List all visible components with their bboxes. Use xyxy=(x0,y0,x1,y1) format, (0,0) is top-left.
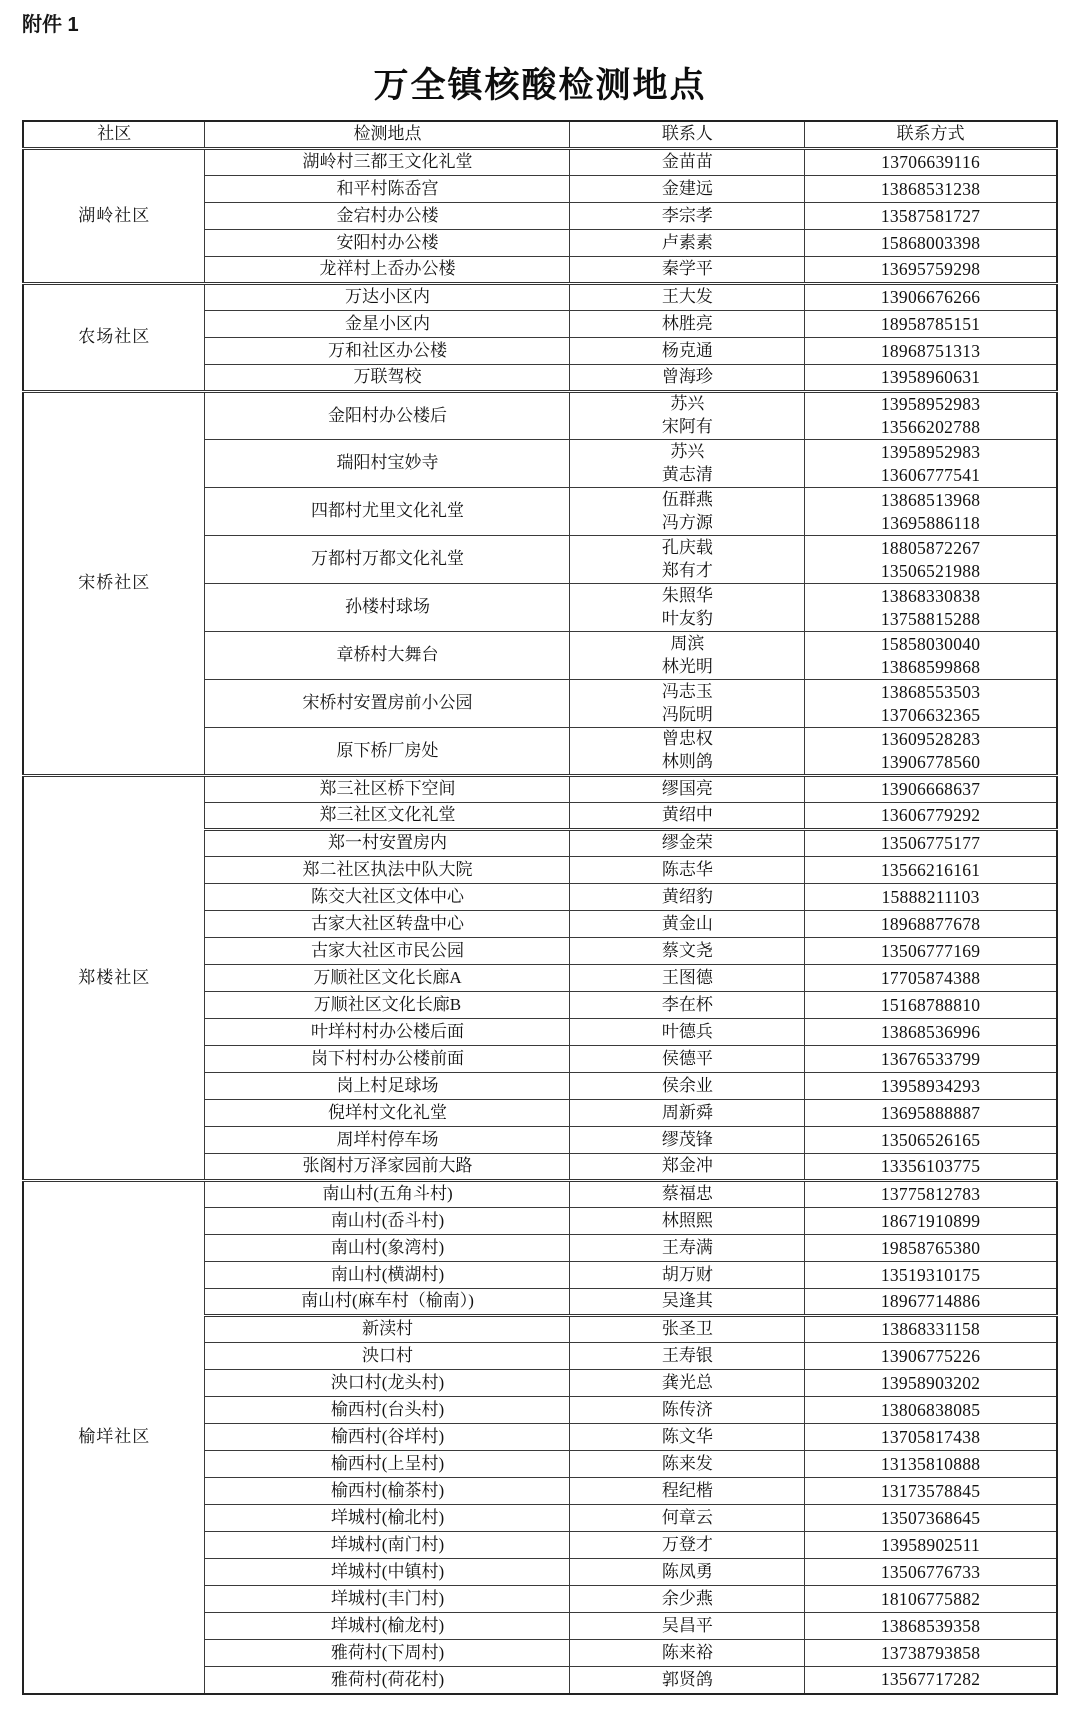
contact-cell: 吴昌平 xyxy=(570,1613,805,1640)
contact-cell: 周新舜 xyxy=(570,1100,805,1127)
contact-cell: 郭贤鸽 xyxy=(570,1667,805,1694)
phone-cell: 13506777169 xyxy=(805,938,1057,965)
phone-cell: 18968751313 xyxy=(805,338,1057,365)
phone-number: 13706632365 xyxy=(880,704,981,725)
contact-cell: 蔡文尧 xyxy=(570,938,805,965)
location-cell: 榆西村(谷垟村) xyxy=(205,1424,570,1451)
table-header xyxy=(23,121,1057,149)
phone-cell: 13958903202 xyxy=(805,1370,1057,1397)
contact-cell: 侯德平 xyxy=(570,1046,805,1073)
contact-cell: 叶德兵 xyxy=(570,1019,805,1046)
phone-cell: 18967714886 xyxy=(805,1289,1057,1316)
contact-cell: 陈凤勇 xyxy=(570,1559,805,1586)
community-cell: 郑楼社区 xyxy=(23,776,205,1181)
phone-cell: 13868539358 xyxy=(805,1613,1057,1640)
contact-cell: 李宗孝 xyxy=(570,203,805,230)
phone-cell: 18968877678 xyxy=(805,911,1057,938)
phone-cell: 13868531238 xyxy=(805,176,1057,203)
contact-cell: 吴逢其 xyxy=(570,1289,805,1316)
contact-name: 冯方源 xyxy=(661,512,713,532)
contact-cell: 余少燕 xyxy=(570,1586,805,1613)
header-row xyxy=(23,121,1057,149)
contact-cell: 林胜亮 xyxy=(570,311,805,338)
contact-name: 周滨 xyxy=(670,633,705,653)
phone-cell: 13173578845 xyxy=(805,1478,1057,1505)
table-row xyxy=(23,392,1057,440)
location-cell: 南山村(象湾村) xyxy=(205,1235,570,1262)
phone-cell: 13906676266 xyxy=(805,284,1057,311)
contact-name: 伍群燕 xyxy=(661,489,713,509)
testing-locations-table xyxy=(22,120,1058,1695)
phone-cell: 13507368645 xyxy=(805,1505,1057,1532)
contact-cell: 缪国亮 xyxy=(570,776,805,803)
phone-cell xyxy=(805,488,1057,536)
phone-cell: 15168788810 xyxy=(805,992,1057,1019)
phone-number: 13566202788 xyxy=(880,417,981,438)
location-cell: 陈交大社区文体中心 xyxy=(205,884,570,911)
location-cell: 郑一村安置房内 xyxy=(205,830,570,857)
contact-cell: 万登才 xyxy=(570,1532,805,1559)
location-cell: 郑二社区执法中队大院 xyxy=(205,857,570,884)
phone-number: 13868599868 xyxy=(880,656,981,677)
location-cell: 郑三社区桥下空间 xyxy=(205,776,570,803)
phone-cell: 15888211103 xyxy=(805,884,1057,911)
location-cell: 瑞阳村宝妙寺 xyxy=(205,440,570,488)
location-cell: 四都村尤里文化礼堂 xyxy=(205,488,570,536)
phone-cell: 13706639116 xyxy=(805,149,1057,176)
contact-cell: 何章云 xyxy=(570,1505,805,1532)
contact-name: 朱照华 xyxy=(661,585,713,605)
column-header: 联系人 xyxy=(570,121,805,149)
location-cell: 垟城村(榆龙村) xyxy=(205,1613,570,1640)
location-cell: 雅荷村(下周村) xyxy=(205,1640,570,1667)
phone-cell: 13705817438 xyxy=(805,1424,1057,1451)
contact-cell: 黄金山 xyxy=(570,911,805,938)
contact-cell: 黄绍豹 xyxy=(570,884,805,911)
location-cell: 周垟村停车场 xyxy=(205,1127,570,1154)
contact-cell: 王大发 xyxy=(570,284,805,311)
phone-cell: 13606779292 xyxy=(805,803,1057,830)
contact-cell: 陈志华 xyxy=(570,857,805,884)
location-cell: 倪垟村文化礼堂 xyxy=(205,1100,570,1127)
contact-cell: 胡万财 xyxy=(570,1262,805,1289)
location-cell: 古家大社区转盘中心 xyxy=(205,911,570,938)
phone-number: 18805872267 xyxy=(880,537,981,558)
contact-cell: 陈传济 xyxy=(570,1397,805,1424)
phone-number: 13868553503 xyxy=(880,681,981,702)
location-cell: 万和社区办公楼 xyxy=(205,338,570,365)
phone-cell: 13506526165 xyxy=(805,1127,1057,1154)
contact-cell xyxy=(570,632,805,680)
phone-cell: 13738793858 xyxy=(805,1640,1057,1667)
community-cell: 湖岭社区 xyxy=(23,149,205,284)
location-cell: 泱口村 xyxy=(205,1343,570,1370)
table-body xyxy=(23,149,1057,1694)
location-cell: 孙楼村球场 xyxy=(205,584,570,632)
community-cell: 农场社区 xyxy=(23,284,205,392)
column-header: 联系方式 xyxy=(805,121,1057,149)
contact-name: 林则鸽 xyxy=(661,752,713,772)
phone-cell xyxy=(805,728,1057,776)
phone-cell xyxy=(805,392,1057,440)
community-cell: 宋桥社区 xyxy=(23,392,205,776)
phone-number: 13695886118 xyxy=(881,512,981,533)
contact-name: 冯志玉 xyxy=(661,681,713,701)
contact-cell: 杨克通 xyxy=(570,338,805,365)
contact-name: 黄志清 xyxy=(661,464,713,484)
location-cell: 湖岭村三都王文化礼堂 xyxy=(205,149,570,176)
phone-cell xyxy=(805,632,1057,680)
location-cell: 垟城村(榆北村) xyxy=(205,1505,570,1532)
phone-cell: 13567717282 xyxy=(805,1667,1057,1694)
location-cell: 张阁村万泽家园前大路 xyxy=(205,1154,570,1181)
phone-cell xyxy=(805,680,1057,728)
phone-cell: 15868003398 xyxy=(805,230,1057,257)
location-cell: 泱口村(龙头村) xyxy=(205,1370,570,1397)
phone-cell: 13958934293 xyxy=(805,1073,1057,1100)
location-cell: 雅荷村(荷花村) xyxy=(205,1667,570,1694)
phone-cell: 19858765380 xyxy=(805,1235,1057,1262)
contact-cell: 龚光总 xyxy=(570,1370,805,1397)
location-cell: 南山村(五角斗村) xyxy=(205,1181,570,1208)
phone-cell: 13566216161 xyxy=(805,857,1057,884)
contact-cell xyxy=(570,728,805,776)
contact-cell: 蔡福忠 xyxy=(570,1181,805,1208)
contact-cell xyxy=(570,536,805,584)
location-cell: 万都村万都文化礼堂 xyxy=(205,536,570,584)
phone-number: 13958952983 xyxy=(880,394,981,415)
phone-cell: 17705874388 xyxy=(805,965,1057,992)
location-cell: 金星小区内 xyxy=(205,311,570,338)
phone-cell: 13519310175 xyxy=(805,1262,1057,1289)
phone-cell: 13958902511 xyxy=(805,1532,1057,1559)
table-row xyxy=(23,149,1057,176)
contact-cell: 金建远 xyxy=(570,176,805,203)
contact-cell: 陈来裕 xyxy=(570,1640,805,1667)
phone-number: 13606777541 xyxy=(880,464,981,485)
location-cell: 岗上村足球场 xyxy=(205,1073,570,1100)
phone-cell: 18958785151 xyxy=(805,311,1057,338)
phone-number: 13609528283 xyxy=(880,729,981,750)
location-cell: 原下桥厂房处 xyxy=(205,728,570,776)
contact-cell xyxy=(570,440,805,488)
phone-cell: 13135810888 xyxy=(805,1451,1057,1478)
contact-cell: 黄绍中 xyxy=(570,803,805,830)
location-cell: 垟城村(南门村) xyxy=(205,1532,570,1559)
contact-cell: 卢素素 xyxy=(570,230,805,257)
phone-cell: 18106775882 xyxy=(805,1586,1057,1613)
location-cell: 叶垟村村办公楼后面 xyxy=(205,1019,570,1046)
phone-number: 13868330838 xyxy=(880,585,981,606)
contact-cell: 缪茂锋 xyxy=(570,1127,805,1154)
phone-cell: 13506776733 xyxy=(805,1559,1057,1586)
location-cell: 榆西村(上呈村) xyxy=(205,1451,570,1478)
contact-name: 冯阮明 xyxy=(661,704,713,724)
contact-cell: 林照熙 xyxy=(570,1208,805,1235)
location-cell: 万达小区内 xyxy=(205,284,570,311)
contact-cell: 张圣卫 xyxy=(570,1316,805,1343)
location-cell: 南山村(麻车村（榆南）) xyxy=(205,1289,570,1316)
phone-cell: 13906668637 xyxy=(805,776,1057,803)
contact-cell: 侯余业 xyxy=(570,1073,805,1100)
contact-name: 孔庆载 xyxy=(661,537,713,557)
location-cell: 安阳村办公楼 xyxy=(205,230,570,257)
location-cell: 南山村(岙斗村) xyxy=(205,1208,570,1235)
column-header: 社区 xyxy=(23,121,205,149)
phone-cell: 13958960631 xyxy=(805,365,1057,392)
contact-cell: 秦学平 xyxy=(570,257,805,284)
location-cell: 万顺社区文化长廊B xyxy=(205,992,570,1019)
phone-cell: 13695759298 xyxy=(805,257,1057,284)
contact-name: 曾忠权 xyxy=(661,729,713,749)
contact-name: 郑有才 xyxy=(661,560,713,580)
contact-cell: 陈来发 xyxy=(570,1451,805,1478)
contact-cell: 郑金冲 xyxy=(570,1154,805,1181)
contact-cell: 王寿银 xyxy=(570,1343,805,1370)
location-cell: 岗下村村办公楼前面 xyxy=(205,1046,570,1073)
column-header: 检测地点 xyxy=(205,121,570,149)
contact-cell xyxy=(570,584,805,632)
location-cell: 榆西村(台头村) xyxy=(205,1397,570,1424)
phone-cell: 13868536996 xyxy=(805,1019,1057,1046)
contact-cell: 王寿满 xyxy=(570,1235,805,1262)
contact-cell: 陈文华 xyxy=(570,1424,805,1451)
phone-number: 13506521988 xyxy=(880,560,981,581)
phone-cell: 13506775177 xyxy=(805,830,1057,857)
location-cell: 榆西村(榆茶村) xyxy=(205,1478,570,1505)
contact-cell: 程纪楷 xyxy=(570,1478,805,1505)
phone-cell xyxy=(805,536,1057,584)
contact-cell xyxy=(570,680,805,728)
phone-cell: 13676533799 xyxy=(805,1046,1057,1073)
attachment-label: 附件 1 xyxy=(22,14,79,36)
phone-cell: 13906775226 xyxy=(805,1343,1057,1370)
table-row xyxy=(23,1181,1057,1208)
location-cell: 古家大社区市民公园 xyxy=(205,938,570,965)
phone-cell: 18671910899 xyxy=(805,1208,1057,1235)
location-cell: 新渎村 xyxy=(205,1316,570,1343)
contact-cell: 金苗苗 xyxy=(570,149,805,176)
location-cell: 章桥村大舞台 xyxy=(205,632,570,680)
community-cell: 榆垟社区 xyxy=(23,1181,205,1694)
contact-name: 林光明 xyxy=(661,656,713,676)
location-cell: 和平村陈岙宫 xyxy=(205,176,570,203)
location-cell: 万顺社区文化长廊A xyxy=(205,965,570,992)
phone-cell: 13587581727 xyxy=(805,203,1057,230)
contact-cell: 缪金荣 xyxy=(570,830,805,857)
location-cell: 垟城村(丰门村) xyxy=(205,1586,570,1613)
location-cell: 南山村(横湖村) xyxy=(205,1262,570,1289)
phone-number: 13758815288 xyxy=(880,608,981,629)
contact-cell: 李在杯 xyxy=(570,992,805,1019)
location-cell: 宋桥村安置房前小公园 xyxy=(205,680,570,728)
location-cell: 万联驾校 xyxy=(205,365,570,392)
contact-cell xyxy=(570,392,805,440)
phone-cell xyxy=(805,584,1057,632)
contact-name: 宋阿有 xyxy=(661,417,713,437)
phone-cell: 13868331158 xyxy=(805,1316,1057,1343)
phone-number: 13868513968 xyxy=(880,489,981,510)
location-cell: 龙祥村上岙办公楼 xyxy=(205,257,570,284)
phone-number: 13906778560 xyxy=(880,752,981,773)
contact-name: 叶友豹 xyxy=(661,608,713,628)
phone-cell xyxy=(805,440,1057,488)
phone-cell: 13806838085 xyxy=(805,1397,1057,1424)
contact-cell: 王图德 xyxy=(570,965,805,992)
table-row xyxy=(23,776,1057,803)
contact-cell xyxy=(570,488,805,536)
table-row xyxy=(23,284,1057,311)
location-cell: 郑三社区文化礼堂 xyxy=(205,803,570,830)
phone-cell: 13356103775 xyxy=(805,1154,1057,1181)
phone-cell: 13775812783 xyxy=(805,1181,1057,1208)
location-cell: 垟城村(中镇村) xyxy=(205,1559,570,1586)
contact-cell: 曾海珍 xyxy=(570,365,805,392)
phone-number: 15858030040 xyxy=(880,633,981,654)
location-cell: 金宕村办公楼 xyxy=(205,203,570,230)
phone-cell: 13695888887 xyxy=(805,1100,1057,1127)
page-title: 万全镇核酸检测地点 xyxy=(373,66,707,105)
phone-number: 13958952983 xyxy=(880,441,981,462)
contact-name: 苏兴 xyxy=(670,394,705,414)
location-cell: 金阳村办公楼后 xyxy=(205,392,570,440)
contact-name: 苏兴 xyxy=(670,441,705,461)
